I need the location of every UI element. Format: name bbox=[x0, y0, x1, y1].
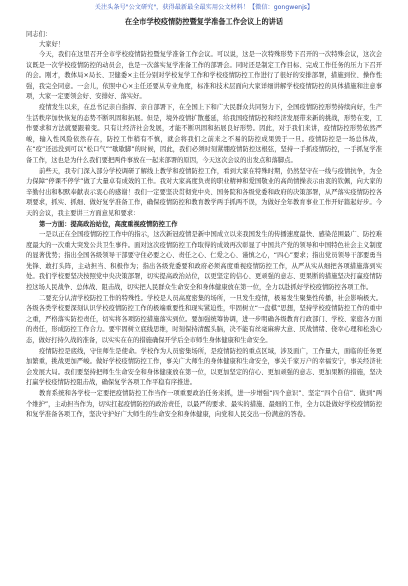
promo-banner[interactable]: 关注头条号"公文研究"，获得最新最全最实用公文材料！【微信：gongwenjs】 bbox=[94, 4, 314, 11]
paragraph: 教育系统和各学校一定要把疫情防控工作当作一项重要政治任务来抓，进一步增强“四个意识”、坚定“四个自信”、做到“两个维护”，主动担当作为，切实扛起疫情防控的政治责任，以最严的要求、最实的措施、最细的工作，全力以赴做好学校疫情防控和复学准备各项工作，坚决守护好广大师生的生命安全和身体健康，向党和人民交出一份满意的答卷。 bbox=[26, 390, 382, 419]
paragraph: 一是以正在全国疫情防控工作中的指示，这次新冠疫情是新中国成立以来我国发生的传播速度最快、感染范围最广、防控难度最大的一次重大突发公共卫生事件。面对这次疫情防控工作取得的成效再次彰显了中国共产党的领导和中国特色社会主义制度的显著优势；指出全国各级领导干部要守住必要之心、责任之心、仁爱之心、谨慎之心，“四心”要求；指出党员领导干部要勇当先锋、敢打头阵，主动担当、积极作为；指出各级党委要和政府必须高度重视疫情防控工作，从严从实从细把各项措施落到实处。我们学校要坚决按照党中央决策部署，切实提高政治站位，以更坚定的信心、更顽强的意志、更果断的措施坚决打赢疫情防控这场人民战争、总体战、阻击战，切实把人民群众生命安全和身体健康放在第一位，全力以赴抓好学校疫情防控各项工作。 bbox=[26, 231, 382, 292]
paragraph: 疫情发生以来，在总书记亲自指挥、亲自部署下，在全国上下和广大民群众共同努力下，全国疫情防控形势持续向好，生产生活秩序加快恢复的态势不断巩固和拓展。但是，境外疫情扩散蔓延，给我国疫情防控和经济发展带来新的挑战，形势在变，工作要求和方法就要跟着变。只有让经济社会发展，才能不断巩固和拓展良好形势。因此，对于我们来讲，疫情防控形势依然严峻，输入性风险依然存在，防控工作稍有不慎，就会将我们之前来之不易的防控成果毁于一旦。疫情防控是一场总体战，在“疫”还远没到可以“松口气”“歇歇脚”的时候，因此，我们必须时刻紧绷疫情防控这根弦，坚持一手抓疫情防控，一手抓复学准备工作，这也是为什么我们要把两件事放在一起来部署的原因，今天这次会议的出发点和落脚点。 bbox=[26, 103, 382, 164]
speech-title: 在全市学校疫情防控暨复学准备工作会议上的讲话 bbox=[124, 17, 284, 26]
paragraph: 今天，我们在这里召开全市学校疫情防控暨复学准备工作会议。可以说，这是一次特殊形势下召开的一次特殊会议，这次会议既是一次学校疫情防控的动员会，也是一次落实复学准备工作的部署会。同时还是制定工作目标、完成工作任务的压力下召开的会。刚才，教体局×局长、卫健委×主任分别对学校复学工作和学校疫情防控工作进行了很好的安排部署，措施到位、操作性强，我完全同意。一会儿，依照中心×主任还要从专业角度，标准和技术层面向大家详细讲解学校疫情防控的具体措施和注意事项，大家一定要领会好、安排好、落实好。 bbox=[26, 51, 382, 101]
paragraph: 二要充分认清学校防控工作的特殊性。学校是人员高度密集的场所，一旦发生疫情，极易发生聚集性传播，社会影响极大。各级各类学校要深刻认识学校疫情防控工作的极端重要性和现实紧迫性，牢固树立“一盘棋”思想，坚持学校疫情防控工作的重中之重，严格落实防控责任，切实将各项防控措施落实到位。要加强统筹协调，进一步明确各级教育行政部门、学校、家庭各方面的责任，形成防控工作合力。要牢固树立底线思维，时刻保持清醒头脑，决不能有丝毫麻痹大意、厌战情绪、侥幸心理和松劲心态，做好打持久战的准备，以实实在在的措施确保开学后全市师生身体健康和生命安全。 bbox=[26, 294, 382, 345]
paragraph: 疫情防控是底线，守住师生是使命。学校作为人员密集场所，是疫情防控的重点区域，涉及面广，工作量大，面临的任务更加繁重，挑战更加严峻。做好学校疫情防控工作，事关广大师生的身体健康和生命安全，事关千家万户的幸福安宁，事关经济社会发展大局。我们要坚持把师生生命安全和身体健康放在第一位，以更加坚定的信心、更加顽强的意志、更加果断的措施，坚决打赢学校疫情防控阻击战，确保复学各项工作平稳有序推进。 bbox=[26, 347, 382, 387]
speech-body bbox=[26, 30, 382, 586]
paragraph: 前些天，我专门深入部分学校调研了解线上教学和疫情防控工作，看到大家在特殊时期，仍然坚守在一线与疫情抗争，为全力保障“停课不停学”做了大量卓有成效的工作。我对大家高度负责的职业精神和爱国敬业的高尚情操表示由衷的钦佩，向大家的辛勤付出和积默奉献表示衷心的感谢！我们一定要坚决贯彻党中央、国务院和各级党委和政府的决策部署，从严落实疫情防控各项要求，抓实、抓细、做好复学准备工作，确保疫情防控和教育教学两手抓两不误，为做好全年教育事业工作开好篇起好步。今天的会议，我主要讲三方面意见和要求： bbox=[26, 167, 382, 217]
salutation: 同志们： bbox=[26, 31, 52, 38]
greeting: 大家好！ bbox=[39, 41, 65, 48]
section-heading: 第一方面：提高政治站位，高度重视疫情防控工作 bbox=[39, 220, 178, 228]
